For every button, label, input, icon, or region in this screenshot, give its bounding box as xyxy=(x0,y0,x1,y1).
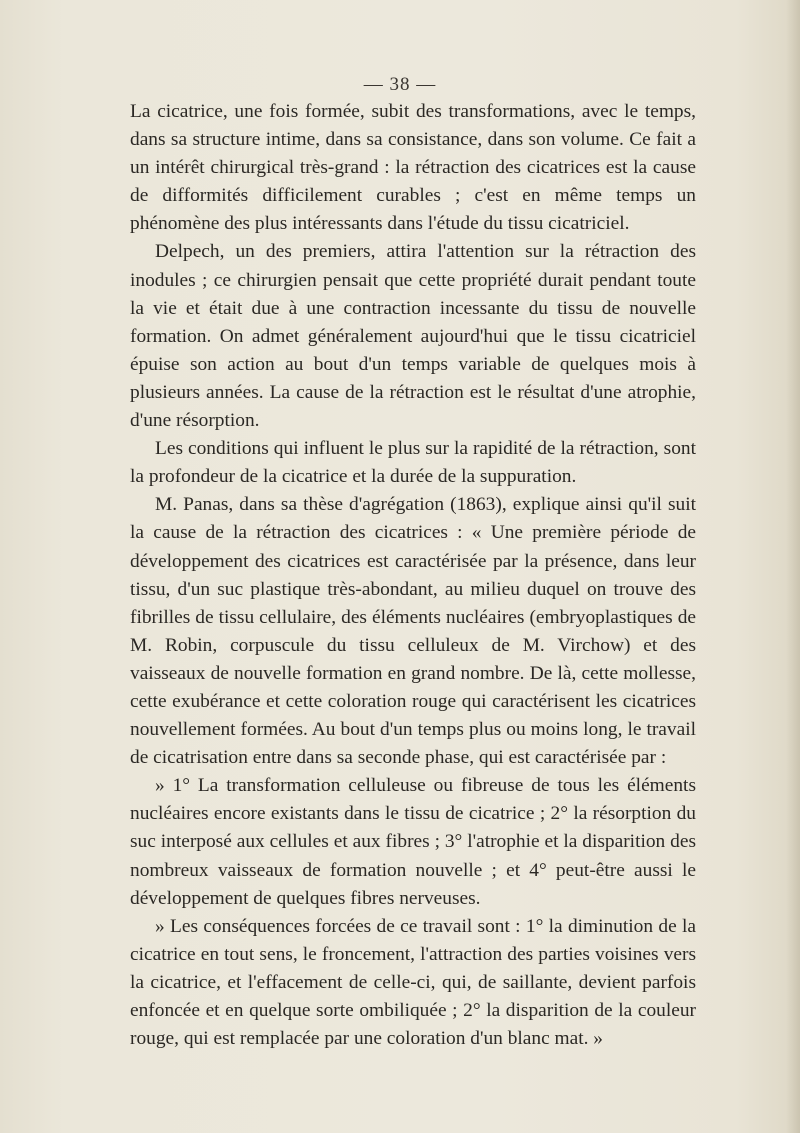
page-edge-shadow xyxy=(786,0,800,1133)
paragraph-3: Les conditions qui influent le plus sur la rapidité de la rétraction, sont la profondeur de la cicatrice et la durée de la suppuration. xyxy=(130,438,696,488)
page-number: — 38 — xyxy=(363,74,437,95)
paragraph-4: M. Panas, dans sa thèse d'agrégation (1863), explique ainsi qu'il suit la cause de la rétraction des cicatrices : « Une première période de développement des cicatrices est caractérisée par la présence, dans leur tissu, d'un suc plastique très-abondant, au milieu duquel on trouve des fibrilles de tissu cellulaire, des éléments nucléaires (embryoplastiques de M. Robin, corpuscule du tissu celluleux de M. Virchow) et des vaisseaux de nouvelle formation en grand nombre. De là, cette mollesse, cette exubérance et cette coloration rouge qui caractérisent les cicatrices nouvellement formées. Au bout d'un temps plus ou moins long, le travail de cicatrisation entre dans sa seconde phase, qui est caractérisée par : xyxy=(130,494,696,769)
paragraph-2: Delpech, un des premiers, attira l'attention sur la rétraction des inodules ; ce chirurgien pensait que cette propriété durait pendant toute la vie et était due à une contraction incessante du tissu de nouvelle formation. On admet généralement aujourd'hui que le tissu cicatriciel épuise son action au bout d'un temps variable de quelques mois à plusieurs années. La cause de la rétraction est le résultat d'une atrophie, d'une résorption. xyxy=(130,241,696,432)
body-text xyxy=(130,98,696,1053)
paragraph-6: » Les conséquences forcées de ce travail sont : 1° la diminution de la cicatrice en tout sens, le froncement, l'attraction des parties voisines vers la cicatrice, et l'effacement de celle-ci, qui, de saillante, devient parfois enfoncée et en quelque sorte ombiliquée ; 2° la disparition de la couleur rouge, qui est remplacée par une coloration d'un blanc mat. » xyxy=(130,915,696,1050)
paragraph-5: » 1° La transformation celluleuse ou fibreuse de tous les éléments nucléaires encore existants dans le tissu de cicatrice ; 2° la résorption du suc interposé aux cellules et aux fibres ; 3° l'atrophie et la disparition des nombreux vaisseaux de formation nouvelle ; et 4° peut-être aussi le développement de quelques fibres nerveuses. xyxy=(130,775,696,909)
paragraph-1: La cicatrice, une fois formée, subit des transformations, avec le temps, dans sa structure intime, dans sa consistance, dans son volume. Ce fait a un intérêt chirurgical très-grand : la rétraction des cicatrices est la cause de difformités difficilement curables ; c'est en même temps un phénomène des plus intéressants dans l'étude du tissu cicatriciel. xyxy=(130,101,696,235)
